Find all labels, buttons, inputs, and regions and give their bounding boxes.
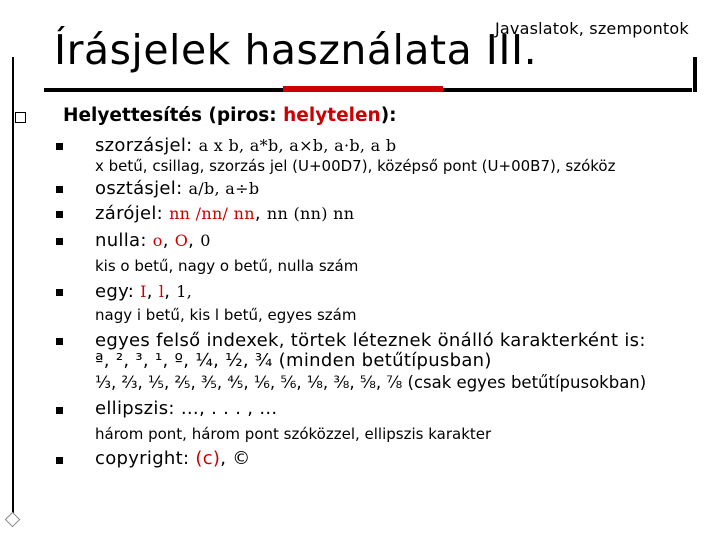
item-separator: , [162, 230, 175, 251]
heading-highlight: helytelen [283, 105, 381, 126]
section-heading [63, 105, 397, 126]
list-item-division [95, 178, 259, 199]
heading-prefix: Helyettesítés (piros: [63, 105, 284, 126]
left-vertical-rule [12, 57, 14, 517]
item-separator: , [220, 448, 233, 469]
item-examples: a x b, a*b, a×b, a·b, a b [198, 136, 397, 155]
square-bullet-icon [56, 186, 63, 193]
item-fractions-line: ⅓, ⅔, ⅕, ⅖, ⅗, ⅘, ⅙, ⅚, ⅛, ⅜, ⅝, ⅞ (csak egyes betűtípusokban) [95, 373, 647, 392]
item-note: nagy i betű, kis l betű, egyes szám [95, 306, 357, 324]
item-note: három pont, három pont szóközzel, ellipszis karakter [95, 425, 492, 443]
square-bullet-icon [56, 407, 63, 414]
list-item-ellipsis [95, 398, 277, 419]
square-bullet-icon [56, 457, 63, 464]
item-example-1: I [140, 282, 147, 301]
square-bullet-icon [56, 211, 63, 218]
item-example-3: 0 [200, 231, 211, 250]
square-bullet-icon [56, 238, 63, 245]
item-label: zárójel: [95, 203, 170, 224]
item-example-2: l [158, 282, 165, 301]
item-label: egy: [95, 281, 141, 302]
square-bullet-icon [56, 143, 63, 150]
item-example-1: o [152, 231, 163, 250]
item-label: ellipszis: [95, 398, 181, 419]
item-superscripts-line: ª, ², ³, ¹, º, ¼, ½, ¾ (minden betűtípusban) [95, 350, 492, 371]
item-examples: a/b, a÷b [188, 179, 260, 198]
item-example-1: (c) [195, 448, 221, 469]
item-example-3: 1, [176, 282, 193, 301]
list-item-parenthesis [95, 203, 354, 224]
title-rule-end [693, 57, 697, 92]
item-right-example: nn (nn) nn [266, 204, 355, 223]
item-label: osztásjel: [95, 178, 189, 199]
list-item-superscripts: egyes felső indexek, törtek léteznek önálló karakterként is: [95, 330, 646, 351]
item-separator: , [164, 281, 177, 302]
item-separator: , [188, 230, 201, 251]
item-note: kis o betű, nagy o betű, nulla szám [95, 257, 359, 275]
item-label: copyright: [95, 448, 196, 469]
list-item-zero [95, 230, 211, 251]
item-label: szorzásjel: [95, 135, 199, 156]
item-note: x betű, csillag, szorzás jel (U+00D7), középső pont (U+00B7), szóköz [95, 157, 616, 175]
item-separator: , [146, 281, 159, 302]
list-item-copyright [95, 448, 251, 469]
square-bullet-icon [56, 289, 63, 296]
item-wrong-example: nn /nn/ nn [169, 204, 255, 223]
diamond-ornament-icon [5, 512, 21, 528]
item-separator: , [254, 203, 267, 224]
item-examples: …, . . . , ... [180, 398, 278, 419]
title-underline-accent [283, 86, 443, 92]
square-bullet-icon [56, 338, 63, 345]
heading-suffix: ): [380, 105, 397, 126]
hollow-square-bullet-icon [15, 112, 26, 123]
item-example-2: © [232, 448, 251, 469]
item-label: nulla: [95, 230, 153, 251]
list-item-multiplication [95, 135, 396, 156]
page-title: Írásjelek használata III. [54, 26, 538, 74]
item-example-2: O [174, 231, 189, 250]
corner-label: Javaslatok, szempontok [495, 19, 689, 38]
list-item-one [95, 281, 192, 302]
